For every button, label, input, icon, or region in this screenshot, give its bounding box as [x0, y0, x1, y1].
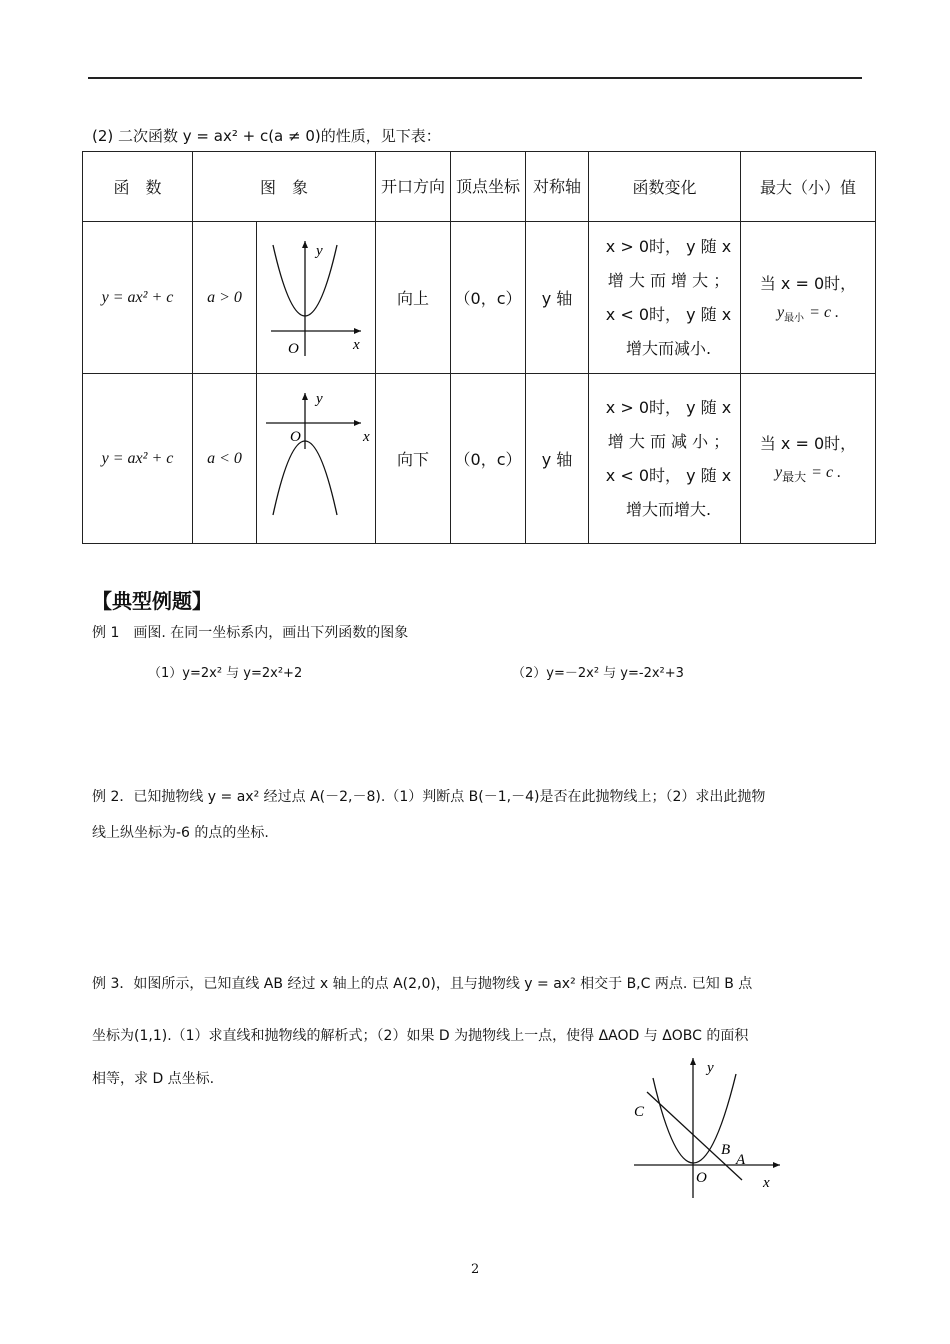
ex3-fig-origin: O: [696, 1170, 707, 1186]
row2-extreme-line1: 当 x = 0时，: [759, 434, 857, 454]
row2-change-line2: 增 大 而 减 小 ；: [607, 431, 730, 451]
ex1-part1: （1）y=2x² 与 y=2x²+2: [148, 666, 303, 681]
table-header-row: [83, 152, 876, 222]
ex3-fig-B: B: [721, 1142, 731, 1158]
row1-extreme-y: y: [776, 303, 785, 321]
row1-axis-y: y: [316, 242, 323, 259]
ex3-figure: [620, 1050, 790, 1200]
header-extreme: 最大（小）值: [741, 152, 876, 222]
ex3-line1: 例 3．如图所示，已知直线 AB 经过 x 轴上的点 A(2,0)，且与抛物线 y = ax² 相交于 B,C 两点. 已知 B 点: [92, 976, 753, 992]
row2-change-line1: x > 0时， y 随 x: [605, 397, 732, 417]
row2-axis: y 轴: [526, 374, 589, 544]
header-open: 开口方向: [376, 152, 451, 222]
ex3-fig-C: C: [634, 1104, 645, 1120]
ex3-fig-y: y: [707, 1060, 714, 1076]
parabola-down-graph: [261, 387, 371, 527]
ex2-line1: 例 2．已知抛物线 y = ax² 经过点 A(－2,－8).（1）判断点 B(－1,－4)是否在此抛物线上；（2）求出此抛物: [92, 789, 766, 805]
row2-graph: [257, 374, 376, 544]
row1-axis-x: x: [353, 336, 360, 353]
row1-cond: a > 0: [193, 222, 257, 374]
row2-extreme-y: y: [774, 464, 783, 482]
row1-extreme-line1: 当 x = 0时，: [759, 273, 857, 293]
section-intro: (2) 二次函数 y = ax² + c(a ≠ 0)的性质，见下表：: [92, 127, 441, 145]
table-row: [83, 374, 876, 544]
row1-func: y = ax² + c: [83, 222, 193, 374]
parabola-up-graph: [261, 231, 371, 361]
row1-vertex: （0，c）: [451, 222, 526, 374]
header-graph: 图 象: [193, 152, 376, 222]
row1-change-line2: 增 大 而 增 大 ；: [607, 270, 730, 290]
row1-axis: y 轴: [526, 222, 589, 374]
header-rule: [88, 77, 862, 79]
row1-change-line1: x > 0时， y 随 x: [605, 236, 732, 256]
row2-extreme-sub: 最大: [782, 470, 807, 485]
row1-extreme-line2: [741, 302, 875, 324]
row1-change-line4: 增大而减小.: [625, 338, 712, 358]
row2-cond: a < 0: [193, 374, 257, 544]
ex3-fig-A: A: [736, 1152, 746, 1168]
ex3-line2: 坐标为(1,1).（1）求直线和抛物线的解析式；（2）如果 D 为抛物线上一点，使得 ΔAOD 与 ΔOBC 的面积: [92, 1028, 749, 1044]
properties-table: [82, 151, 876, 544]
row1-extreme: [741, 222, 876, 374]
row1-open: 向上: [376, 222, 451, 374]
row1-extreme-sub: 最小: [784, 313, 805, 325]
page-number: 2: [471, 1262, 480, 1277]
row2-extreme: [741, 374, 876, 544]
table-row: [83, 222, 876, 374]
header-vertex: 顶点坐标: [451, 152, 526, 222]
row1-extreme-rest: = c .: [809, 303, 840, 321]
row2-change-line4: 增大而增大.: [625, 499, 712, 519]
row1-origin: O: [288, 340, 299, 357]
row2-change-line3: x < 0时， y 随 x: [605, 465, 732, 485]
header-func: 函 数: [83, 152, 193, 222]
ex1-text: 例 1 画图. 在同一坐标系内，画出下列函数的图象: [92, 625, 409, 641]
row2-extreme-line2: [741, 462, 875, 485]
examples-heading: 【典型例题】: [92, 589, 212, 613]
row2-vertex: （0，c）: [451, 374, 526, 544]
row2-change: [589, 374, 741, 544]
row2-extreme-rest: = c .: [811, 464, 842, 482]
header-axis: 对称轴: [526, 152, 589, 222]
row2-open: 向下: [376, 374, 451, 544]
row1-graph: [257, 222, 376, 374]
row1-change-line3: x < 0时， y 随 x: [605, 304, 732, 324]
ex3-fig-x: x: [763, 1175, 770, 1191]
ex3-line3: 相等，求 D 点坐标.: [92, 1071, 215, 1087]
row2-axis-y: y: [316, 390, 323, 407]
header-change: 函数变化: [589, 152, 741, 222]
row2-axis-x: x: [363, 428, 370, 445]
row1-change: [589, 222, 741, 374]
row2-origin: O: [290, 428, 301, 445]
row2-func: y = ax² + c: [83, 374, 193, 544]
ex1-part2: （2）y=－2x² 与 y=-2x²+3: [512, 666, 684, 681]
ex2-line2: 线上纵坐标为-6 的点的坐标.: [92, 825, 269, 841]
